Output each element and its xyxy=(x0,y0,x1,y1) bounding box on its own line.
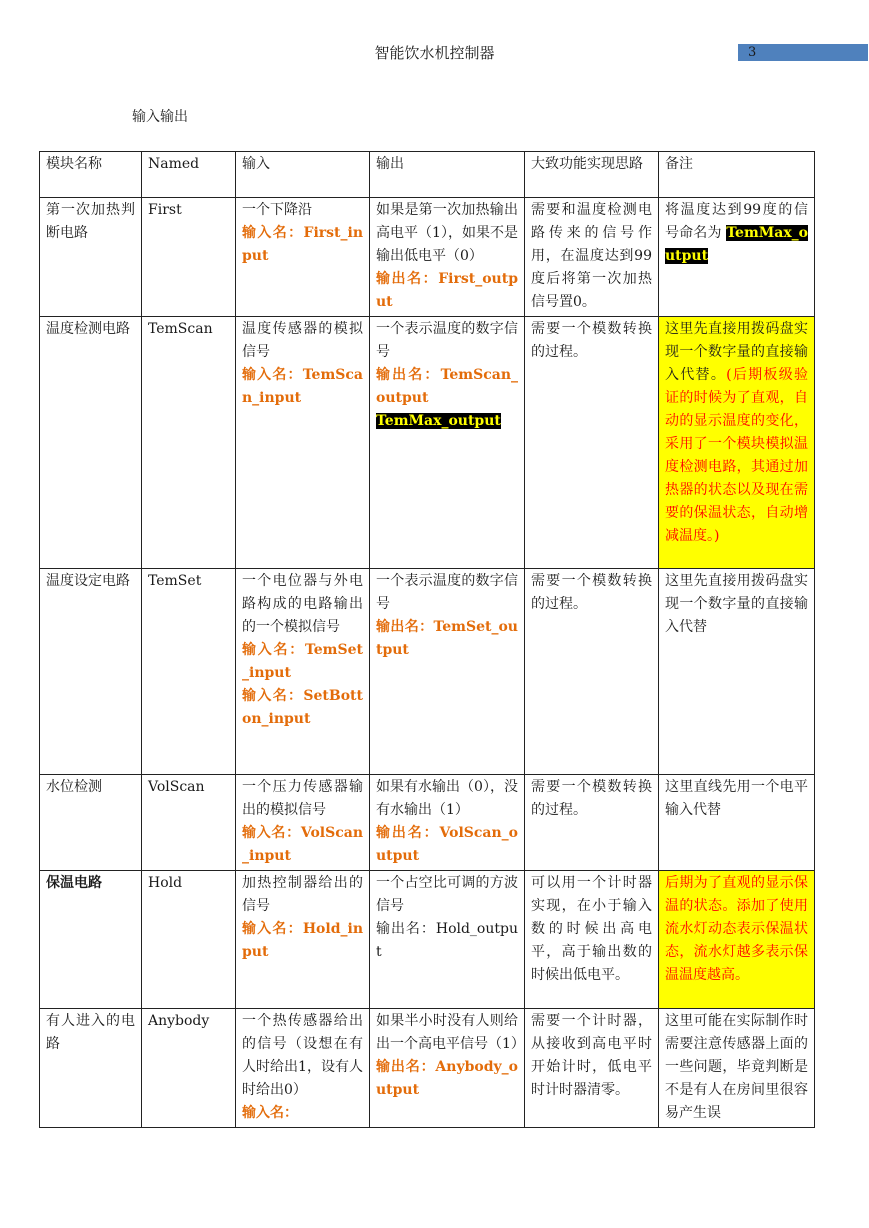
output-cell xyxy=(370,1009,525,1128)
header-cell: 备注 xyxy=(659,152,815,198)
module-name-cell: 水位检测 xyxy=(40,775,142,871)
named-cell: VolScan xyxy=(142,775,236,871)
named-cell: Hold xyxy=(142,871,236,1009)
output-signal-name: 输出名：Anybody_output xyxy=(376,1059,518,1098)
table-row xyxy=(40,1009,815,1128)
note-cell: 这里可能在实际制作时需要注意传感器上面的一些问题，毕竟判断是不是有人在房间里很容易产生误 xyxy=(659,1009,815,1128)
table-row xyxy=(40,317,815,569)
input-signal-name: 输入名：TemScan_input xyxy=(242,367,363,406)
named-cell: TemSet xyxy=(142,569,236,775)
header-cell: 输入 xyxy=(236,152,370,198)
output-signal-name: 输出名：VolScan_output xyxy=(376,825,518,864)
module-name-cell: 温度设定电路 xyxy=(40,569,142,775)
input-cell xyxy=(236,198,370,317)
table-row xyxy=(40,871,815,1009)
approach-cell: 需要一个计时器，从接收到高电平时开始计时，低电平时计时器清零。 xyxy=(525,1009,659,1128)
section-title: 输入输出 xyxy=(132,109,188,125)
table-row xyxy=(40,569,815,775)
output-desc: 如果半小时没有人则给出一个高电平信号（1） xyxy=(376,1013,525,1052)
output-signal-name: 输出名：TemScan_output xyxy=(376,367,518,406)
note-text: 将温度达到99度的信号命名为 xyxy=(665,202,808,241)
input-signal-name: 输入名：VolScan_input xyxy=(242,825,363,864)
output-signal-highlight: TemMax_output xyxy=(376,413,501,429)
header-cell: 大致功能实现思路 xyxy=(525,152,659,198)
header-cell: 输出 xyxy=(370,152,525,198)
approach-cell: 需要一个模数转换的过程。 xyxy=(525,317,659,569)
module-name-cell: 保温电路 xyxy=(40,871,142,1009)
named-cell: Anybody xyxy=(142,1009,236,1128)
module-name-cell: 第一次加热判断电路 xyxy=(40,198,142,317)
input-desc: 一个下降沿 xyxy=(242,202,312,218)
module-io-table xyxy=(39,151,815,1128)
output-cell xyxy=(370,871,525,1009)
note-text: 这里先直接用拨码盘实现一个数字量的直接输入代替。 xyxy=(665,321,808,383)
output-cell xyxy=(370,775,525,871)
output-desc: 如果是第一次加热输出高电平（1），如果不是输出低电平（0） xyxy=(376,202,518,264)
header-cell: 模块名称 xyxy=(40,152,142,198)
module-name-cell: 有人进入的电路 xyxy=(40,1009,142,1128)
module-name-cell: 温度检测电路 xyxy=(40,317,142,569)
approach-cell: 需要一个模数转换的过程。 xyxy=(525,569,659,775)
note-signal-highlight: TemMax_output xyxy=(665,225,809,264)
input-desc: 一个热传感器给出的信号（设想在有人时给出1，设有人时给出0） xyxy=(242,1013,363,1098)
page-number-badge: 3 xyxy=(738,44,868,61)
output-signal-name: 输出名：Hold_output xyxy=(376,921,518,960)
output-cell xyxy=(370,317,525,569)
approach-cell: 需要一个模数转换的过程。 xyxy=(525,775,659,871)
page-header-title: 智能饮水机控制器 xyxy=(374,44,495,62)
note-cell xyxy=(659,198,815,317)
note-cell xyxy=(659,317,815,569)
input-cell xyxy=(236,317,370,569)
table-row xyxy=(40,775,815,871)
input-signal-name: 输入名： xyxy=(242,1105,298,1121)
input-signal-name: 输入名：First_input xyxy=(242,225,363,264)
output-signal-name: 输出名：First_output xyxy=(376,271,518,310)
output-desc: 一个表示温度的数字信号 xyxy=(376,321,518,360)
input-signal-name: 输入名：Hold_input xyxy=(242,921,363,960)
table-header-row xyxy=(40,152,815,198)
input-cell xyxy=(236,871,370,1009)
output-cell xyxy=(370,198,525,317)
output-desc: 一个占空比可调的方波信号 xyxy=(376,875,518,914)
approach-cell: 可以用一个计时器实现，在小于输入数的时候出高电平，高于输出数的时候出低电平。 xyxy=(525,871,659,1009)
named-cell: First xyxy=(142,198,236,317)
note-cell: 这里先直接用拨码盘实现一个数字量的直接输入代替 xyxy=(659,569,815,775)
input-desc: 温度传感器的模拟信号 xyxy=(242,321,363,360)
note-cell: 后期为了直观的显示保温的状态。添加了使用流水灯动态表示保温状态，流水灯越多表示保温温度越高。 xyxy=(659,871,815,1009)
output-cell xyxy=(370,569,525,775)
input-cell xyxy=(236,775,370,871)
input-cell xyxy=(236,569,370,775)
note-cell: 这里直线先用一个电平输入代替 xyxy=(659,775,815,871)
input-desc: 一个压力传感器输出的模拟信号 xyxy=(242,779,363,818)
input-signal-name: 输入名：TemSet_input xyxy=(242,642,363,681)
table-row xyxy=(40,198,815,317)
named-cell: TemScan xyxy=(142,317,236,569)
input-desc: 加热控制器给出的信号 xyxy=(242,875,363,914)
input-signal-name: 输入名：SetBotton_input xyxy=(242,688,363,727)
note-red-text: (后期板级验证的时候为了直观，自动的显示温度的变化，采用了一个模块模拟温度检测电路，其通过加热器的状态以及现在需要的保温状态，自动增减温度。) xyxy=(665,367,808,544)
output-desc: 一个表示温度的数字信号 xyxy=(376,573,518,612)
header-cell: Named xyxy=(142,152,236,198)
output-signal-name: 输出名：TemSet_output xyxy=(376,619,518,658)
approach-cell: 需要和温度检测电路传来的信号作用，在温度达到99度后将第一次加热信号置0。 xyxy=(525,198,659,317)
input-cell xyxy=(236,1009,370,1128)
input-desc: 一个电位器与外电路构成的电路输出的一个模拟信号 xyxy=(242,573,363,635)
output-desc: 如果有水输出（0），没有水输出（1） xyxy=(376,779,518,818)
